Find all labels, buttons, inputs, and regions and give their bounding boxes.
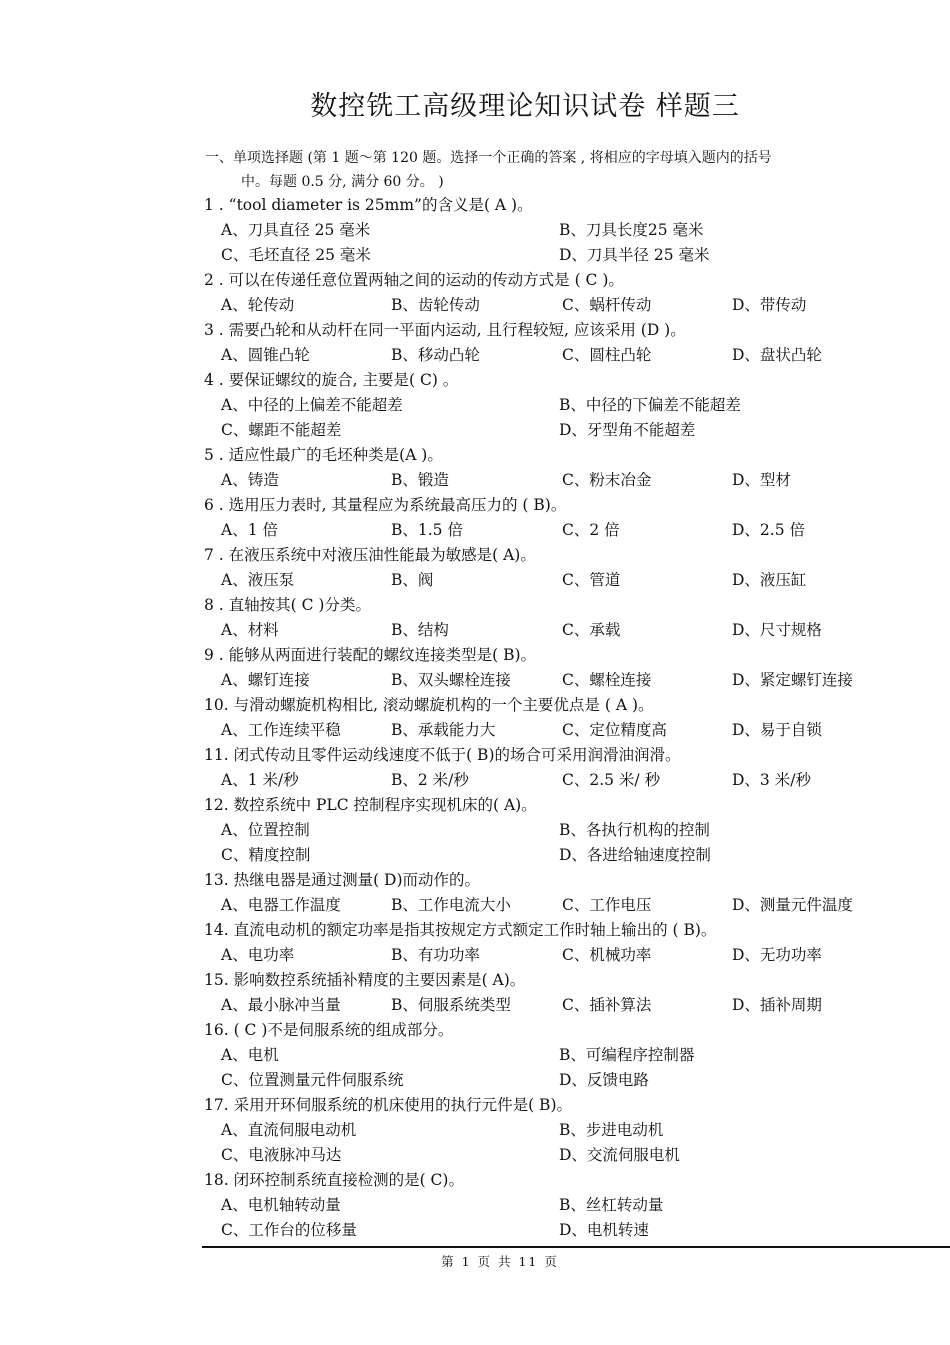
question-4: [204, 368, 904, 443]
option-a: A、1 米/秒: [221, 771, 299, 789]
option-b: B、阀: [391, 571, 434, 589]
question-17: [204, 1093, 904, 1168]
options-row: [204, 818, 904, 843]
question-2: [204, 268, 904, 318]
option-d: D、尺寸规格: [732, 621, 822, 639]
question-13: [204, 868, 904, 918]
exam-title: 数控铣工高级理论知识试卷 样题三: [310, 91, 740, 122]
question-12: [204, 793, 904, 868]
question-text: 18. 闭环控制系统直接检测的是( C)。: [204, 1171, 464, 1189]
option-c: C、工作电压: [562, 896, 652, 914]
options-row: [204, 1068, 904, 1093]
option-b: B、丝杠转动量: [559, 1196, 664, 1214]
option-c: C、2 倍: [562, 521, 620, 539]
option-b: B、锻造: [391, 471, 449, 489]
option-d: D、电机转速: [559, 1221, 649, 1239]
section-instructions: [205, 146, 905, 194]
question-18: [204, 1168, 904, 1243]
option-b: B、结构: [391, 621, 449, 639]
question-15: [204, 968, 904, 1018]
option-d: D、插补周期: [732, 996, 822, 1014]
option-a: A、电机: [221, 1046, 279, 1064]
option-d: D、测量元件温度: [732, 896, 853, 914]
option-b: B、移动凸轮: [391, 346, 480, 364]
option-c: C、螺栓连接: [562, 671, 652, 689]
option-c: C、蜗杆传动: [562, 296, 652, 314]
option-c: C、毛坯直径 25 毫米: [221, 246, 371, 264]
options-row: [204, 668, 904, 693]
option-c: C、机械功率: [562, 946, 652, 964]
question-text: 2 . 可以在传递任意位置两轴之间的运动的传动方式是 ( C )。: [204, 271, 624, 289]
option-c: C、粉末冶金: [562, 471, 652, 489]
option-a: A、螺钉连接: [221, 671, 310, 689]
option-d: D、牙型角不能超差: [559, 421, 696, 439]
option-c: C、2.5 米/ 秒: [562, 771, 661, 789]
option-a: A、刀具直径 25 毫米: [221, 221, 371, 239]
option-b: B、有功功率: [391, 946, 480, 964]
options-row: [204, 293, 904, 318]
option-b: B、双头螺栓连接: [391, 671, 511, 689]
question-text: 12. 数控系统中 PLC 控制程序实现机床的( A)。: [204, 796, 537, 814]
option-a: A、1 倍: [221, 521, 278, 539]
question-text: 8 . 直轴按其( C )分类。: [204, 596, 371, 614]
question-11: [204, 743, 904, 793]
option-b: B、中径的下偏差不能超差: [559, 396, 741, 414]
option-a: A、电功率: [221, 946, 295, 964]
options-row: [204, 993, 904, 1018]
options-row: [204, 468, 904, 493]
option-c: C、定位精度高: [562, 721, 667, 739]
option-c: C、管道: [562, 571, 621, 589]
option-d: D、紧定螺钉连接: [732, 671, 853, 689]
question-list: [204, 193, 904, 1243]
options-row: [204, 1218, 904, 1243]
page-number: 第 1 页 共 11 页: [441, 1254, 559, 1269]
question-10: [204, 693, 904, 743]
question-text: 6 . 选用压力表时, 其量程应为系统最高压力的 ( B)。: [204, 496, 567, 514]
question-text: 5 . 适应性最广的毛坯种类是(A )。: [204, 446, 443, 464]
option-a: A、直流伺服电动机: [221, 1121, 357, 1139]
options-row: [204, 343, 904, 368]
question-text: 13. 热继电器是通过测量( D)而动作的。: [204, 871, 481, 889]
option-b: B、承载能力大: [391, 721, 496, 739]
question-1: [204, 193, 904, 268]
option-d: D、无功功率: [732, 946, 822, 964]
option-b: B、刀具长度25 毫米: [559, 221, 704, 239]
option-c: C、精度控制: [221, 846, 311, 864]
question-text: 9 . 能够从两面进行装配的螺纹连接类型是( B)。: [204, 646, 537, 664]
question-7: [204, 543, 904, 593]
option-d: D、反馈电路: [559, 1071, 649, 1089]
option-d: D、3 米/秒: [732, 771, 811, 789]
options-row: [204, 243, 904, 268]
options-row: [204, 1118, 904, 1143]
option-b: B、可编程序控制器: [559, 1046, 695, 1064]
option-d: D、易于自锁: [732, 721, 822, 739]
option-d: D、液压缸: [732, 571, 807, 589]
question-text: 11. 闭式传动且零件运动线速度不低于( B)的场合可采用润滑油润滑。: [204, 746, 681, 764]
question-text: 15. 影响数控系统插补精度的主要因素是( A)。: [204, 971, 526, 989]
question-text: 1 . “tool diameter is 25mm”的含义是( A )。: [204, 196, 533, 214]
option-c: C、承载: [562, 621, 621, 639]
option-d: D、刀具半径 25 毫米: [559, 246, 710, 264]
option-d: D、盘状凸轮: [732, 346, 822, 364]
option-a: A、位置控制: [221, 821, 310, 839]
option-a: A、圆锥凸轮: [221, 346, 310, 364]
option-a: A、材料: [221, 621, 279, 639]
question-text: 16. ( C )不是伺服系统的组成部分。: [204, 1021, 454, 1039]
option-c: C、位置测量元件伺服系统: [221, 1071, 404, 1089]
option-a: A、轮传动: [221, 296, 295, 314]
footer-divider: [202, 1246, 950, 1248]
options-row: [204, 943, 904, 968]
question-text: 17. 采用开环伺服系统的机床使用的执行元件是( B)。: [204, 1096, 572, 1114]
question-14: [204, 918, 904, 968]
options-row: [204, 1193, 904, 1218]
option-c: C、螺距不能超差: [221, 421, 342, 439]
option-d: D、各进给轴速度控制: [559, 846, 711, 864]
question-9: [204, 643, 904, 693]
option-b: B、2 米/秒: [391, 771, 469, 789]
option-d: D、带传动: [732, 296, 807, 314]
option-b: B、1.5 倍: [391, 521, 463, 539]
options-row: [204, 843, 904, 868]
question-text: 7 . 在液压系统中对液压油性能最为敏感是( A)。: [204, 546, 536, 564]
option-c: C、工作台的位移量: [221, 1221, 357, 1239]
option-b: B、伺服系统类型: [391, 996, 511, 1014]
question-8: [204, 593, 904, 643]
option-c: C、电液脉冲马达: [221, 1146, 342, 1164]
options-row: [204, 718, 904, 743]
options-row: [204, 218, 904, 243]
option-c: C、圆柱凸轮: [562, 346, 652, 364]
options-row: [204, 393, 904, 418]
question-5: [204, 443, 904, 493]
question-text: 3 . 需要凸轮和从动杆在同一平面内运动, 且行程较短, 应该采用 (D )。: [204, 321, 686, 339]
option-b: B、各执行机构的控制: [559, 821, 710, 839]
option-b: B、步进电动机: [559, 1121, 664, 1139]
option-b: B、齿轮传动: [391, 296, 480, 314]
question-text: 14. 直流电动机的额定功率是指其按规定方式额定工作时轴上输出的 ( B)。: [204, 921, 717, 939]
question-16: [204, 1018, 904, 1093]
option-c: C、插补算法: [562, 996, 652, 1014]
option-d: D、2.5 倍: [732, 521, 806, 539]
question-text: 4 . 要保证螺纹的旋合, 主要是( C) 。: [204, 371, 459, 389]
instructions-line-1: 一、单项选择题 (第 1 题～第 120 题。选择一个正确的答案 , 将相应的字母填入题内的括号: [205, 150, 772, 166]
options-row: [204, 418, 904, 443]
option-a: A、中径的上偏差不能超差: [221, 396, 403, 414]
option-a: A、工作连续平稳: [221, 721, 341, 739]
options-row: [204, 1043, 904, 1068]
option-d: D、交流伺服电机: [559, 1146, 680, 1164]
instructions-line-2: 中。每题 0.5 分, 满分 60 分。 ): [241, 174, 444, 190]
option-a: A、电机轴转动量: [221, 1196, 341, 1214]
options-row: [204, 893, 904, 918]
options-row: [204, 568, 904, 593]
options-row: [204, 768, 904, 793]
option-a: A、铸造: [221, 471, 279, 489]
option-b: B、工作电流大小: [391, 896, 511, 914]
options-row: [204, 618, 904, 643]
options-row: [204, 1143, 904, 1168]
option-a: A、液压泵: [221, 571, 295, 589]
question-3: [204, 318, 904, 368]
option-a: A、电器工作温度: [221, 896, 341, 914]
option-a: A、最小脉冲当量: [221, 996, 341, 1014]
option-d: D、型材: [732, 471, 791, 489]
question-text: 10. 与滑动螺旋机构相比, 滚动螺旋机构的一个主要优点是 ( A )。: [204, 696, 654, 714]
options-row: [204, 518, 904, 543]
question-6: [204, 493, 904, 543]
